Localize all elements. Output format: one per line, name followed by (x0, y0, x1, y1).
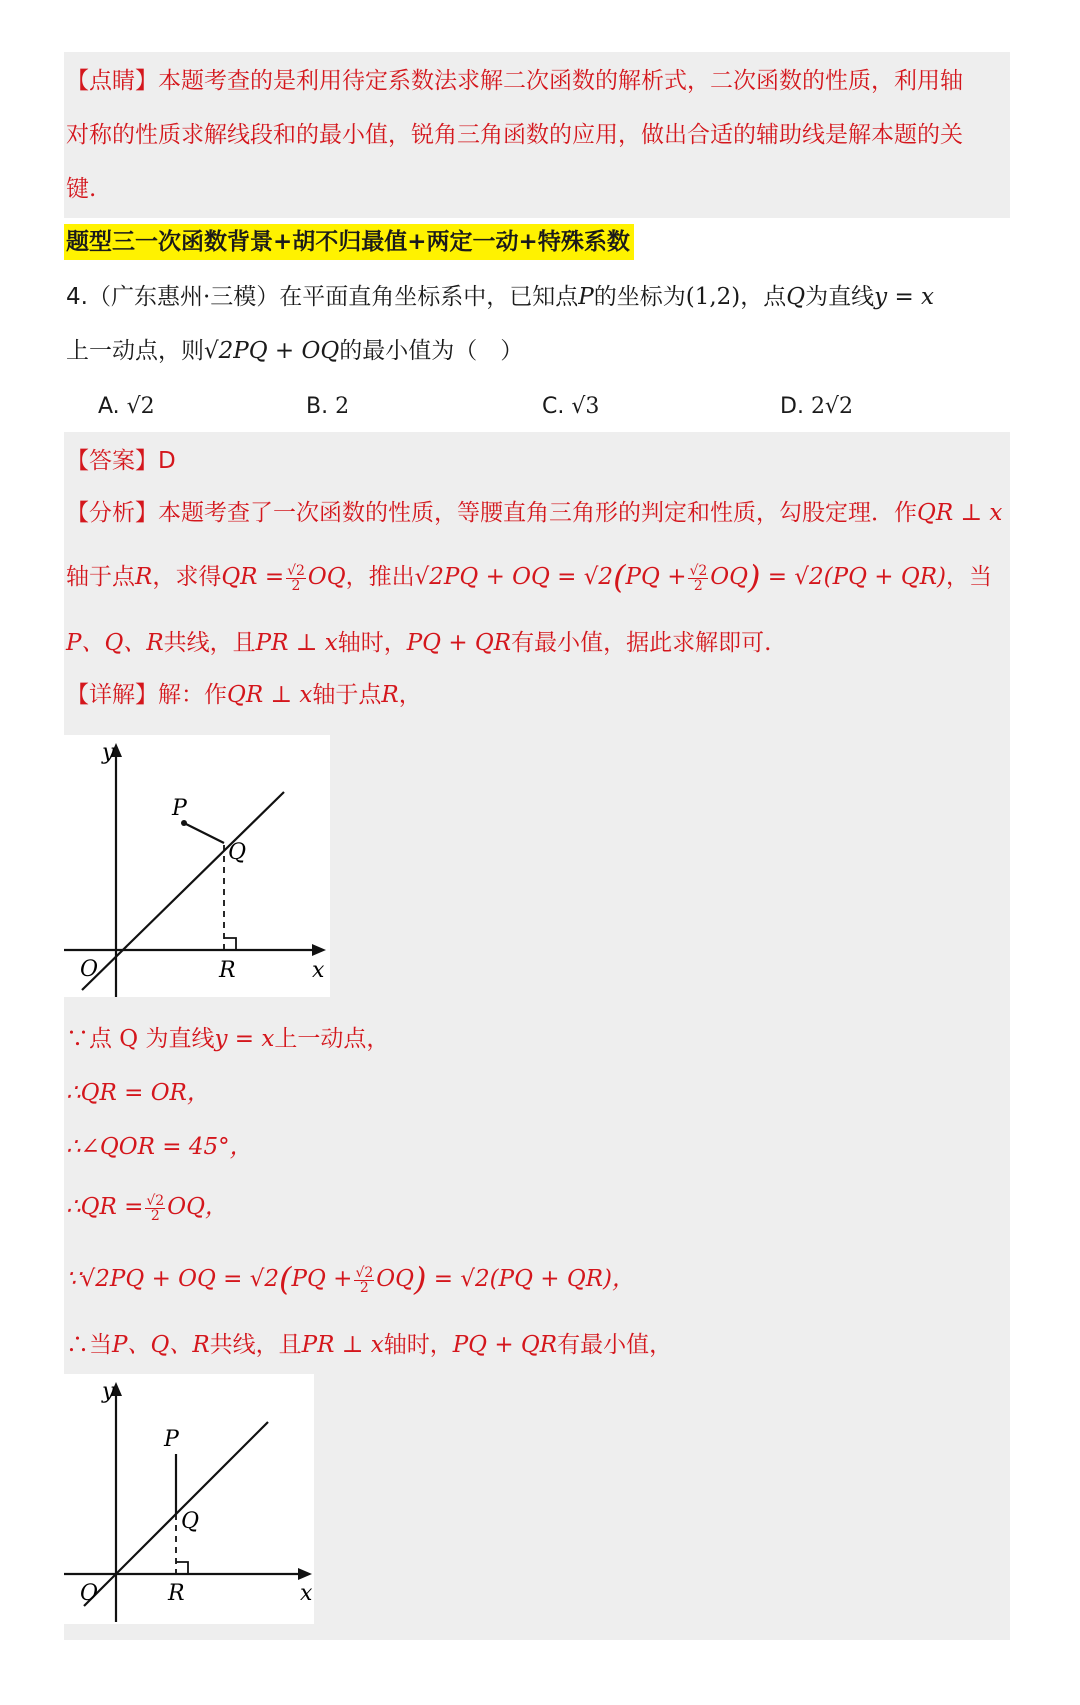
step-6-f: PQ + QR (452, 1332, 558, 1358)
step-6-b: P、Q、R (112, 1332, 210, 1358)
fig2-x-label: x (300, 1581, 313, 1606)
step-6-d: PR ⊥ x (301, 1332, 384, 1358)
right-angle-mark (176, 1562, 188, 1574)
step-6-a: ∴当 (66, 1332, 112, 1358)
x-axis-arrow (298, 1568, 312, 1580)
section-title: 题型三一次函数背景+胡不归最值+两定一动+特殊系数 (64, 224, 634, 260)
detail-intro-r: R (381, 682, 399, 708)
answer-tag: 【答案】 (66, 448, 158, 474)
dianjing-line-2: 对称的性质求解线段和的最小值，锐角三角函数的应用，做出合适的辅助线是解本题的关 (66, 122, 963, 148)
fig2-o-label: O (80, 1581, 99, 1606)
question-text-4: 为直线 (805, 284, 875, 310)
question-text-2: 的坐标为 (593, 284, 686, 310)
step-5-c: OQ (376, 1266, 414, 1292)
line-equation: y = x (874, 284, 934, 310)
paren-close: ) (748, 558, 761, 596)
detail-intro-math: QR ⊥ x (227, 682, 313, 708)
analysis-expr-1: √2PQ + OQ = √2 (414, 564, 614, 590)
question-line-2 (66, 336, 523, 366)
analysis-line-2 (66, 558, 993, 596)
step-2: ∴QR = OR， (66, 1080, 210, 1106)
detail-tag: 【详解】 (66, 682, 158, 708)
point-p: P (578, 284, 594, 310)
dianjing-line-3: 键. (66, 176, 97, 202)
question-text-5: 上一动点，则 (66, 338, 204, 364)
fig2-y-label: y (102, 1379, 115, 1404)
figure-2-diagram (64, 1374, 314, 1624)
analysis-pq-qr: PQ + QR (406, 630, 512, 656)
step-6-e: 轴时， (383, 1332, 453, 1358)
analysis-oq: OQ (307, 564, 346, 590)
step-4-b: OQ， (167, 1194, 228, 1220)
detail-intro: 解：作 (158, 682, 227, 708)
option-d (780, 392, 853, 422)
step-1-eq: y = x (214, 1026, 275, 1052)
detail-line-1 (66, 680, 422, 710)
analysis-text-5: ，当 (946, 564, 993, 590)
question-number: 4. (66, 284, 88, 310)
option-b (306, 392, 349, 422)
question-text-6: 的最小值为（ ） (339, 338, 524, 364)
analysis-text-1: 本题考查了一次函数的性质，等腰直角三角形的判定和性质，勾股定理．作 (158, 500, 917, 526)
analysis-r: R (135, 564, 153, 590)
fig2-p-label: P (164, 1427, 179, 1452)
figure-1-diagram (64, 735, 330, 997)
fig1-q-label: Q (228, 840, 247, 865)
figure-2 (64, 1374, 314, 1624)
analysis-text-3: ，求得 (152, 564, 222, 590)
option-c-value: √3 (571, 394, 600, 419)
fraction-sqrt2-over-2: $\frac{√2}{2}$ (287, 562, 305, 594)
step-1-b: 上一动点， (274, 1026, 390, 1052)
question-text-3: ，点 (740, 284, 787, 310)
option-d-label: D. (780, 394, 804, 419)
step-1-a: ∵点 Q 为直线 (66, 1026, 215, 1052)
question-text-1: 在平面直角坐标系中，已知点 (279, 284, 579, 310)
option-c-label: C. (542, 394, 565, 419)
analysis-text-6: 共线，且 (163, 630, 256, 656)
segment-pq (184, 823, 224, 843)
answer-value: D (158, 448, 176, 474)
fraction-sqrt2-over-2: $\frac{√2}{2}$ (146, 1192, 165, 1224)
fraction-sqrt2-over-2: $\frac{√2}{2}$ (355, 1264, 374, 1296)
fig1-r-label: R (219, 958, 236, 983)
analysis-pr-perp: PR ⊥ x (255, 630, 338, 656)
analysis-line-3 (66, 628, 771, 658)
analysis-text-8: 有最小值，据此求解即可. (511, 630, 772, 656)
fig1-y-label: y (102, 740, 115, 765)
step-4-a: ∴QR = (66, 1194, 144, 1220)
step-4 (66, 1192, 228, 1223)
option-a (98, 392, 155, 422)
analysis-text-7: 轴时， (337, 630, 407, 656)
detail-intro-b: 轴于点 (312, 682, 382, 708)
figure-1 (64, 735, 330, 997)
step-3: ∴∠QOR = 45°， (66, 1134, 253, 1160)
step-6-c: 共线，且 (209, 1332, 302, 1358)
option-a-value: √2 (126, 394, 155, 419)
option-b-value: 2 (335, 394, 350, 419)
step-6-g: 有最小值， (557, 1332, 673, 1358)
analysis-line-1 (66, 498, 1002, 528)
analysis-expr-end: = √2(PQ + QR) (760, 564, 947, 590)
question-source: （广东惠州·三模） (87, 284, 280, 310)
dianjing-text-1: 本题考查的是利用待定系数法求解二次函数的解析式，二次函数的性质，利用轴 (158, 68, 963, 94)
analysis-math-1: QR ⊥ x (917, 500, 1003, 526)
answer-line (66, 446, 176, 476)
fig1-o-label: O (80, 957, 99, 982)
fraction-sqrt2-over-2: $\frac{√2}{2}$ (689, 562, 708, 594)
question-expression: √2PQ + OQ (204, 338, 340, 364)
option-a-label: A. (98, 394, 120, 419)
step-6 (66, 1330, 672, 1360)
step-5-a: ∵√2PQ + OQ = √2 (66, 1266, 280, 1292)
step-5 (66, 1260, 636, 1298)
paren-open: ( (613, 558, 626, 596)
fig1-p-label: P (172, 796, 187, 821)
point-q: Q (786, 284, 806, 310)
step-5-b: PQ + (291, 1266, 353, 1292)
analysis-points: P、Q、R (66, 630, 164, 656)
analysis-oq-2: OQ (710, 564, 749, 590)
dianjing-line-1 (66, 66, 963, 96)
analysis-pq-plus: PQ + (625, 564, 687, 590)
dianjing-tag: 【点睛】 (66, 68, 158, 94)
analysis-tag: 【分析】 (66, 500, 158, 526)
fig1-x-label: x (312, 958, 325, 983)
x-axis-arrow (312, 944, 326, 956)
paren-close: ) (414, 1260, 427, 1298)
fig2-q-label: Q (181, 1509, 200, 1534)
right-angle-mark (224, 938, 236, 950)
option-c (542, 392, 599, 422)
question-line-1 (66, 282, 934, 312)
step-1 (66, 1024, 389, 1054)
analysis-qr-eq: QR = (221, 564, 285, 590)
point-coord: (1,2) (685, 284, 741, 310)
paren-open: ( (279, 1260, 292, 1298)
step-5-d: = √2(PQ + QR)， (426, 1266, 636, 1292)
option-d-value: 2√2 (810, 394, 853, 419)
analysis-text-2: 轴于点 (66, 564, 135, 590)
detail-intro-c: ， (398, 682, 422, 708)
analysis-text-4: ，推出 (345, 564, 415, 590)
fig2-r-label: R (168, 1581, 185, 1606)
option-b-label: B. (306, 394, 329, 419)
